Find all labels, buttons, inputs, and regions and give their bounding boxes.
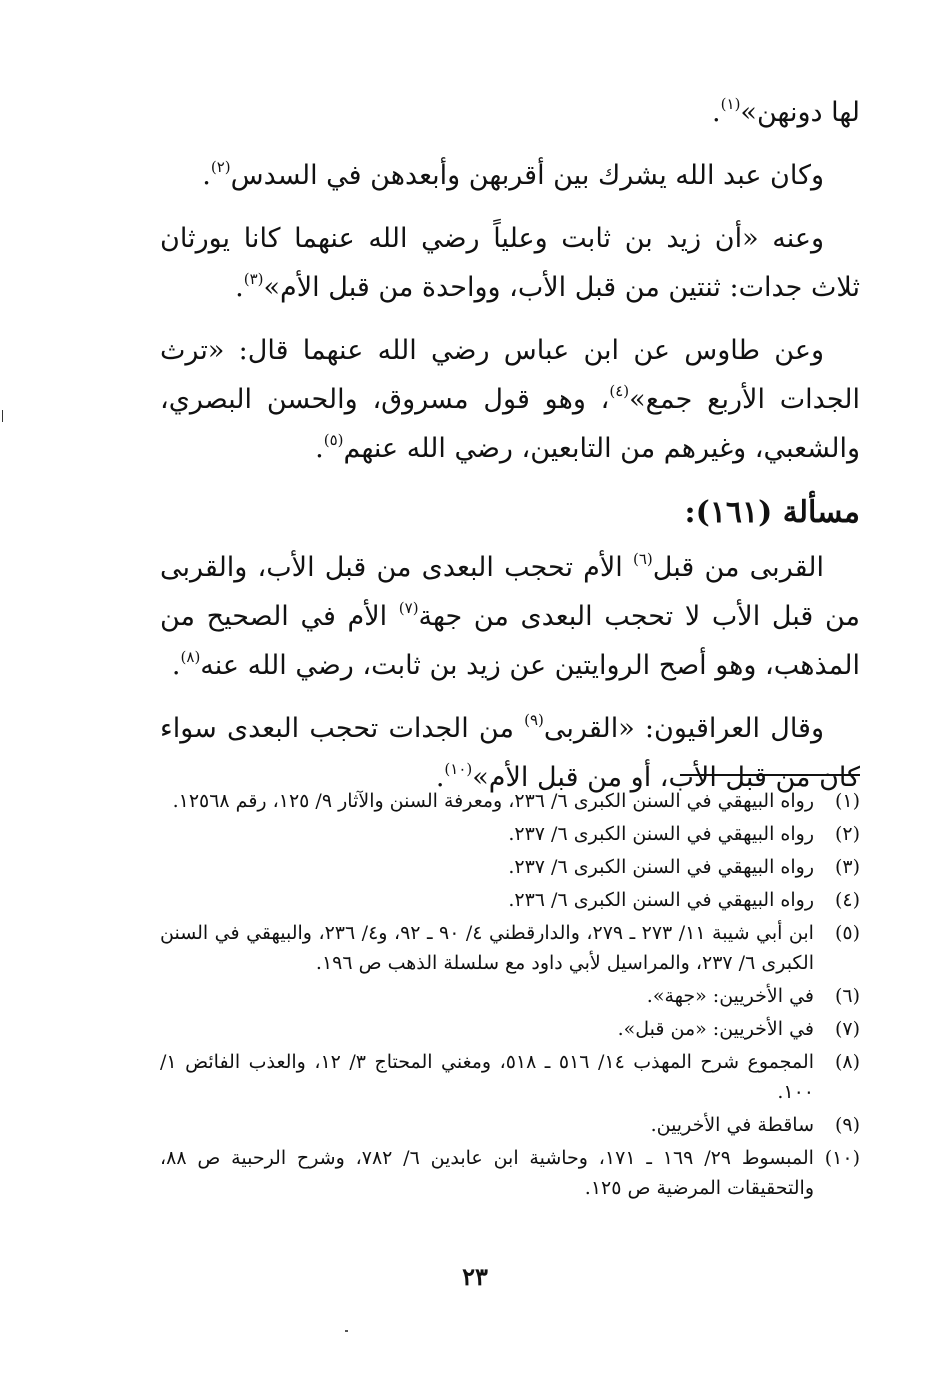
paragraph-4-text-a: وعن طاوس عن ابن عباس رضي الله عنهما قال: «ترث الجدات الأربع جمع»: [160, 335, 860, 415]
footnote-number: (٨): [834, 1051, 860, 1073]
paragraph-4-end: .: [315, 433, 324, 464]
footnote-text: رواه البيهقي في السنن الكبرى ٦/ ٢٣٧.: [508, 823, 814, 845]
footnote-ref-3[interactable]: (٣): [243, 270, 264, 288]
footnote-text: في الأخريين: «جهة».: [646, 985, 814, 1007]
footnote-2: [160, 819, 860, 849]
footnote-ref-1[interactable]: (١): [720, 95, 741, 113]
paragraph-1-end: .: [712, 97, 721, 128]
paragraph-3: [160, 214, 860, 312]
footnote-number: (٧): [834, 1018, 860, 1040]
footnotes: [160, 786, 860, 1206]
footnote-number: (٣): [834, 856, 860, 878]
footnote-text: رواه البيهقي في السنن الكبرى ٦/ ٢٣٦، ومعرفة السنن والآثار ٩/ ١٢٥، رقم ١٢٥٦٨.: [172, 790, 814, 812]
paragraph-5: [160, 543, 860, 690]
scan-mark: [2, 410, 3, 422]
page-number: ٢٣: [462, 1262, 488, 1291]
paragraph-1: [160, 88, 860, 137]
footnote-separator: [680, 774, 860, 776]
section-heading: مسألة (١٦١):: [684, 495, 860, 530]
paragraph-5-text-c: الأم في الصحيح من المذهب، وهو أصح الروايتين عن زيد بن ثابت، رضي الله عنه: [160, 601, 860, 681]
footnote-number: (٦): [834, 985, 860, 1007]
footnote-4: [160, 885, 860, 915]
paragraph-5-end: .: [171, 650, 181, 681]
footnote-ref-10[interactable]: (١٠): [444, 760, 473, 778]
footnote-number: (٤): [834, 889, 860, 911]
footnote-9: [160, 1110, 860, 1140]
footnote-number: (١): [834, 790, 860, 812]
footnote-ref-5[interactable]: (٥): [323, 431, 344, 449]
footnote-6: [160, 981, 860, 1011]
footnote-5: [160, 918, 860, 978]
footnote-number: (٢): [834, 823, 860, 845]
paragraph-2: [160, 151, 860, 200]
paragraph-2-end: .: [202, 160, 211, 191]
footnote-ref-6[interactable]: (٦): [632, 550, 653, 568]
paragraph-5-text-a: القربى من قبل: [652, 552, 824, 583]
footnote-number: (١٠): [824, 1147, 860, 1169]
paragraph-4: [160, 326, 860, 473]
paragraph-2-text: وكان عبد الله يشرك بين أقربهن وأبعدهن في السدس: [230, 160, 824, 191]
footnote-text: المبسوط ٢٩/ ١٦٩ ـ ١٧١، وحاشية ابن عابدين ٦/ ٧٨٢، وشرح الرحبية ص ٨٨، والتحقيقات المرضية ص ١٢٥.: [160, 1147, 814, 1199]
paragraph-4-text-b: ، وهو قول مسروق، والحسن البصري، والشعبي، وغيرهم من التابعين، رضي الله عنهم: [160, 384, 860, 464]
footnote-ref-2[interactable]: (٢): [210, 158, 231, 176]
footnote-text: في الأخريين: «من قبل».: [617, 1018, 814, 1040]
paragraph-1-text: لها دونهن»: [740, 97, 860, 128]
footnote-ref-4[interactable]: (٤): [609, 382, 630, 400]
footnote-ref-8[interactable]: (٨): [180, 648, 201, 666]
footnote-ref-7[interactable]: (٧): [398, 599, 419, 617]
footnote-text: رواه البيهقي في السنن الكبرى ٦/ ٢٣٦.: [508, 889, 814, 911]
paragraph-6-text-a: وقال العراقيون: «القربى: [543, 713, 824, 744]
footnote-10: [160, 1143, 860, 1203]
main-text: [160, 88, 860, 816]
paragraph-5-text-b: الأم تحجب البعدى من قبل الأب، والقربى من قبل الأب لا تحجب البعدى من جهة: [160, 552, 860, 632]
paragraph-3-text: وعنه «أن زيد بن ثابت وعلياً رضي الله عنهما كانا يورثان ثلاث جدات: ثنتين من قبل الأب، وواحدة من قبل الأم»: [160, 223, 860, 303]
footnote-text: ساقطة في الأخريين.: [650, 1114, 814, 1136]
footnote-3: [160, 852, 860, 882]
footnote-1: [160, 786, 860, 816]
footnote-number: (٩): [834, 1114, 860, 1136]
paragraph-6-end: .: [435, 762, 445, 793]
footnote-text: المجموع شرح المهذب ١٤/ ٥١٦ ـ ٥١٨، ومغني المحتاج ٣/ ١٢، والعذب الفائض ١/ ١٠٠.: [160, 1051, 814, 1103]
footnote-text: رواه البيهقي في السنن الكبرى ٦/ ٢٣٧.: [508, 856, 814, 878]
paragraph-6-text-b: من الجدات تحجب البعدى سواء كان من قبل الأب، أو من قبل الأم»: [160, 713, 860, 793]
scan-speck: [345, 1330, 348, 1332]
footnote-ref-9[interactable]: (٩): [524, 711, 544, 729]
paragraph-3-end: .: [235, 272, 244, 303]
footnote-number: (٥): [834, 922, 860, 944]
footnote-text: ابن أبي شيبة ١١/ ٢٧٣ ـ ٢٧٩، والدارقطني ٤/ ٩٠ ـ ٩٢، و٤/ ٢٣٦، والبيهقي في السنن الكبرى ٦/ ٢٣٧، والمراسيل لأبي داود مع سلسلة الذهب ص ١٩٦.: [160, 922, 814, 974]
footnote-7: [160, 1014, 860, 1044]
footnote-8: [160, 1047, 860, 1107]
